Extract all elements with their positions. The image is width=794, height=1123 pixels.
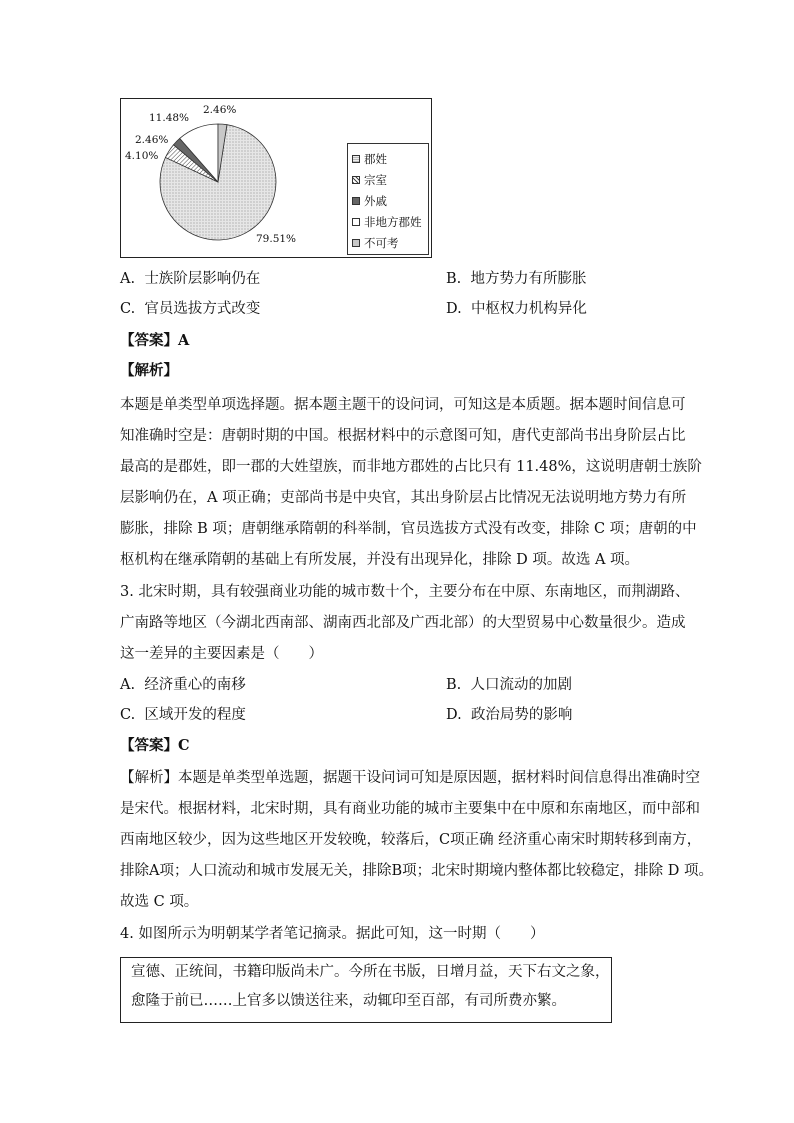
q3-answer: 【答案】C bbox=[120, 737, 190, 754]
q3-option-c: C. 区域开发的程度 bbox=[120, 707, 246, 723]
pie-data-label: 11.48% bbox=[149, 112, 190, 124]
q4-quote-box bbox=[120, 957, 612, 1023]
q3-analysis-line: 故选 C 项。 bbox=[120, 894, 199, 910]
q3-option-b: B. 人口流动的加剧 bbox=[446, 677, 572, 693]
q2-option-b: B. 地方势力有所膨胀 bbox=[446, 271, 587, 287]
q4-quote-line: 宣德、正统间，书籍印版尚未广。今所在书版，日增月益，天下右文之象， bbox=[131, 964, 610, 980]
q2-analysis-line: 知准确时空是：唐朝时期的中国。根据材料中的示意图可知，唐代吏部尚书出身阶层占比 bbox=[120, 428, 686, 444]
q2-option-a: A. 士族阶层影响仍在 bbox=[120, 271, 261, 287]
pie-data-label: 2.46% bbox=[135, 134, 169, 146]
q2-analysis-line: 本题是单类型单项选择题。据本题主题干的设问词，可知这是本质题。据本题时间信息可 bbox=[120, 397, 686, 413]
q2-option-c: C. 官员选拔方式改变 bbox=[120, 301, 261, 317]
chart-legend bbox=[347, 143, 429, 255]
legend-swatch bbox=[352, 176, 360, 184]
q2-analysis-line: 层影响仍在，A 项正确；吏部尚书是中央官，其出身阶层占比情况无法说明地方势力有所 bbox=[120, 490, 687, 506]
q3-analysis-line: 是宋代。根据材料，北宋时期，具有商业功能的城市主要集中在中原和东南地区，而中部和 bbox=[120, 801, 700, 817]
q3-option-d: D. 政治局势的影响 bbox=[446, 707, 573, 723]
legend-label: 外戚 bbox=[364, 194, 387, 208]
q2-analysis-label: 【解析】 bbox=[120, 362, 178, 379]
q3-stem-line: 广南路等地区（今湖北西南部、湖南西北部及广西北部）的大型贸易中心数量很少。造成 bbox=[120, 615, 686, 631]
legend-swatch bbox=[352, 197, 360, 205]
pie-data-label: 2.46% bbox=[203, 104, 237, 116]
q2-answer: 【答案】A bbox=[120, 332, 190, 349]
q3-stem-line: 3. 北宋时期，具有较强商业功能的城市数十个，主要分布在中原、东南地区，而荆湖路、 bbox=[120, 584, 690, 600]
q3-stem-line: 这一差异的主要因素是（ ） bbox=[120, 646, 323, 662]
q4-quote-line: 愈隆于前已……上官多以馈送往来，动辄印至百部，有司所费亦繁。 bbox=[131, 993, 566, 1009]
q2-analysis-line: 膨胀，排除 B 项；唐朝继承隋朝的科举制，官员选拔方式没有改变，排除 C 项；唐朝的中 bbox=[120, 521, 697, 537]
legend-label: 郡姓 bbox=[364, 152, 387, 166]
q3-analysis-line: 排除A项；人口流动和城市发展无关，排除B项；北宋时期境内整体都比较稳定，排除 D 项。 bbox=[120, 863, 713, 879]
legend-swatch bbox=[352, 155, 360, 163]
q3-analysis-line: 西南地区较少，因为这些地区开发较晚，较落后，C项正确 经济重心南宋时期转移到南方， bbox=[120, 832, 702, 848]
pie-data-label: 79.51% bbox=[256, 233, 297, 245]
legend-label: 宗室 bbox=[364, 173, 387, 187]
q2-analysis-line: 枢机构在继承隋朝的基础上有所发展，并没有出现异化，排除 D 项。故选 A 项。 bbox=[120, 552, 640, 568]
legend-label: 非地方郡姓 bbox=[364, 215, 422, 229]
legend-label: 不可考 bbox=[364, 236, 399, 250]
q2-option-d: D. 中枢权力机构异化 bbox=[446, 301, 587, 317]
q2-analysis-line: 最高的是郡姓，即一郡的大姓望族，而非地方郡姓的占比只有 11.48%，这说明唐朝士族阶 bbox=[120, 459, 702, 475]
q3-option-a: A. 经济重心的南移 bbox=[120, 677, 246, 693]
legend-swatch bbox=[352, 218, 360, 226]
q4-stem: 4. 如图所示为明朝某学者笔记摘录。据此可知，这一时期（ ） bbox=[120, 926, 545, 942]
legend-swatch bbox=[352, 239, 360, 247]
pie-chart-frame bbox=[120, 98, 432, 258]
pie-data-label: 4.10% bbox=[125, 150, 159, 162]
q3-analysis-line: 【解析】本题是单类型单选题，据题干设问词可知是原因题，据材料时间信息得出准确时空 bbox=[120, 770, 700, 786]
